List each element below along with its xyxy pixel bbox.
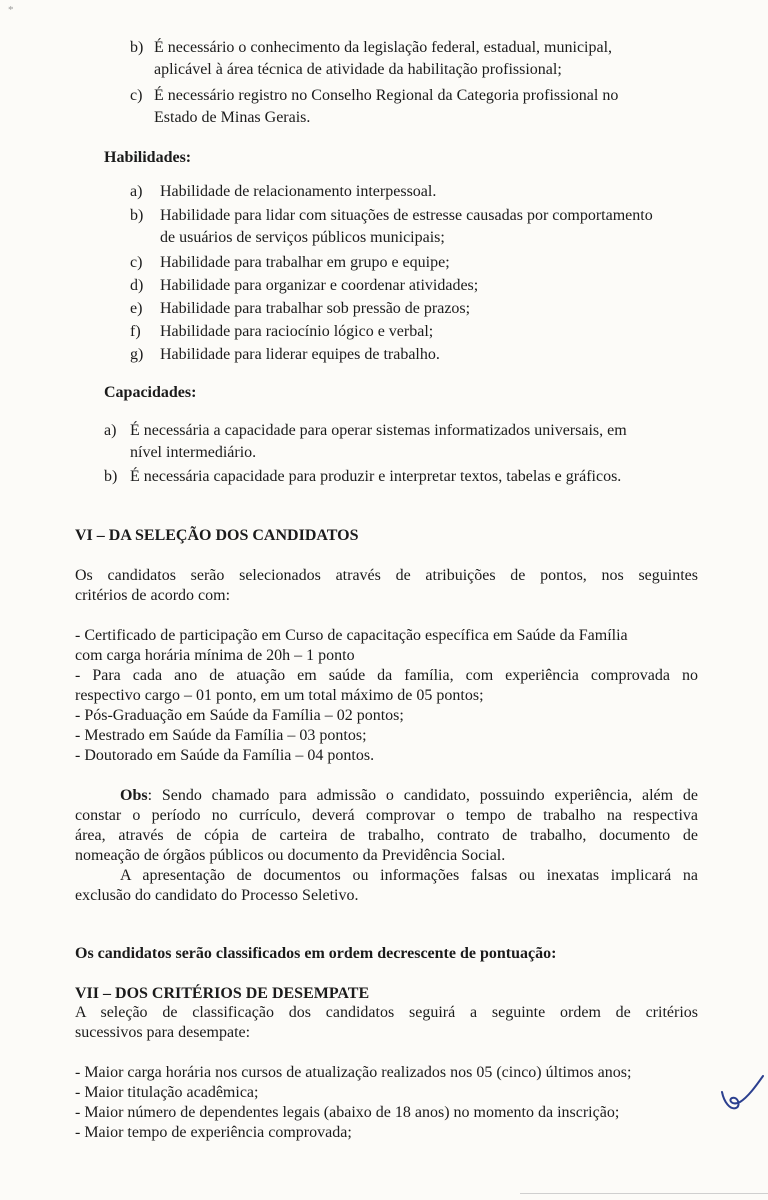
list-item-text: aplicável à área técnica de atividade da habilitação profissional; bbox=[154, 61, 562, 78]
list-item-text: É necessário registro no Conselho Regional da Categoria profissional no bbox=[154, 87, 619, 104]
criteria-line: - Maior carga horária nos cursos de atualização realizados nos 05 (cinco) últimos anos; bbox=[75, 1064, 632, 1081]
list-item-label: d) bbox=[130, 277, 144, 294]
list-item-text: Estado de Minas Gerais. bbox=[154, 109, 311, 126]
paragraph-line: critérios de acordo com: bbox=[75, 587, 231, 604]
paragraph-line: Os candidatos serão selecionados através de atribuições de pontos, nos seguintes bbox=[75, 567, 698, 584]
paragraph-line: nomeação de órgãos públicos ou documento da Previdência Social. bbox=[75, 847, 506, 864]
obs-first-text: : Sendo chamado para admissão o candidato, possuindo experiência, além de bbox=[147, 787, 698, 804]
list-item-text: de usuários de serviços públicos municipais; bbox=[160, 229, 445, 246]
paragraph-line: sucessivos para desempate: bbox=[75, 1024, 251, 1041]
list-item-label: b) bbox=[104, 468, 118, 485]
criteria-line: com carga horária mínima de 20h – 1 ponto bbox=[75, 647, 355, 664]
criteria-line: - Certificado de participação em Curso de capacitação específica em Saúde da Família bbox=[75, 627, 628, 644]
criteria-line: - Doutorado em Saúde da Família – 04 pontos. bbox=[75, 747, 375, 764]
list-item-label: c) bbox=[130, 87, 143, 104]
list-item-label: a) bbox=[130, 183, 143, 200]
list-item-label: b) bbox=[130, 39, 144, 56]
section-vii-heading: VII – DOS CRITÉRIOS DE DESEMPATE bbox=[75, 985, 370, 1002]
handwritten-initials bbox=[716, 1072, 766, 1117]
criteria-line: - Maior número de dependentes legais (abaixo de 18 anos) no momento da inscrição; bbox=[75, 1104, 620, 1121]
list-item-label: g) bbox=[130, 346, 144, 363]
list-item-text: É necessária a capacidade para operar sistemas informatizados universais, em bbox=[130, 422, 627, 439]
scan-mark: * bbox=[8, 4, 14, 16]
list-item-text: É necessária capacidade para produzir e interpretar textos, tabelas e gráficos. bbox=[130, 468, 622, 485]
list-item-label: a) bbox=[104, 422, 117, 439]
section-vi-heading: VI – DA SELEÇÃO DOS CANDIDATOS bbox=[75, 527, 359, 544]
paragraph-line: constar o período no currículo, deverá comprovar o tempo de trabalho na respectiva bbox=[75, 807, 698, 824]
list-item-text: Habilidade para lidar com situações de estresse causadas por comportamento bbox=[160, 207, 653, 224]
criteria-line: - Para cada ano de atuação em saúde da família, com experiência comprovada no bbox=[75, 667, 698, 684]
list-item-text: Habilidade para trabalhar sob pressão de prazos; bbox=[160, 300, 471, 317]
list-item-text: Habilidade para organizar e coordenar atividades; bbox=[160, 277, 479, 294]
obs-label: Obs bbox=[120, 787, 148, 804]
criteria-line: - Mestrado em Saúde da Família – 03 pontos; bbox=[75, 727, 367, 744]
criteria-line: - Maior titulação acadêmica; bbox=[75, 1084, 259, 1101]
list-item-label: b) bbox=[130, 207, 144, 224]
criteria-line: - Maior tempo de experiência comprovada; bbox=[75, 1124, 352, 1141]
criteria-line: respectivo cargo – 01 ponto, em um total máximo de 05 pontos; bbox=[75, 687, 484, 704]
paragraph-line: A seleção de classificação dos candidatos seguirá a seguinte ordem de critérios bbox=[75, 1004, 698, 1021]
list-item-label: c) bbox=[130, 254, 143, 271]
classification-note: Os candidatos serão classificados em ordem decrescente de pontuação: bbox=[75, 945, 557, 962]
list-item-text: Habilidade para raciocínio lógico e verbal; bbox=[160, 323, 434, 340]
list-item-text: Habilidade para liderar equipes de trabalho. bbox=[160, 346, 440, 363]
list-item-label: f) bbox=[130, 323, 141, 340]
habilidades-heading: Habilidades: bbox=[104, 149, 192, 166]
criteria-line: - Pós-Graduação em Saúde da Família – 02 pontos; bbox=[75, 707, 404, 724]
list-item-label: e) bbox=[130, 300, 143, 317]
paragraph-line: A apresentação de documentos ou informações falsas ou inexatas implicará na bbox=[120, 867, 698, 884]
obs-first-line bbox=[120, 786, 698, 806]
list-item-text: É necessário o conhecimento da legislação federal, estadual, municipal, bbox=[154, 39, 613, 56]
page-edge-divider bbox=[520, 1193, 768, 1194]
paragraph-line: exclusão do candidato do Processo Seletivo. bbox=[75, 887, 359, 904]
capacidades-heading: Capacidades: bbox=[104, 384, 197, 401]
list-item-text: Habilidade de relacionamento interpessoal. bbox=[160, 183, 437, 200]
list-item-text: nível intermediário. bbox=[130, 444, 257, 461]
paragraph-line: área, através de cópia de carteira de trabalho, contrato de trabalho, documento de bbox=[75, 827, 698, 844]
list-item-text: Habilidade para trabalhar em grupo e equipe; bbox=[160, 254, 450, 271]
